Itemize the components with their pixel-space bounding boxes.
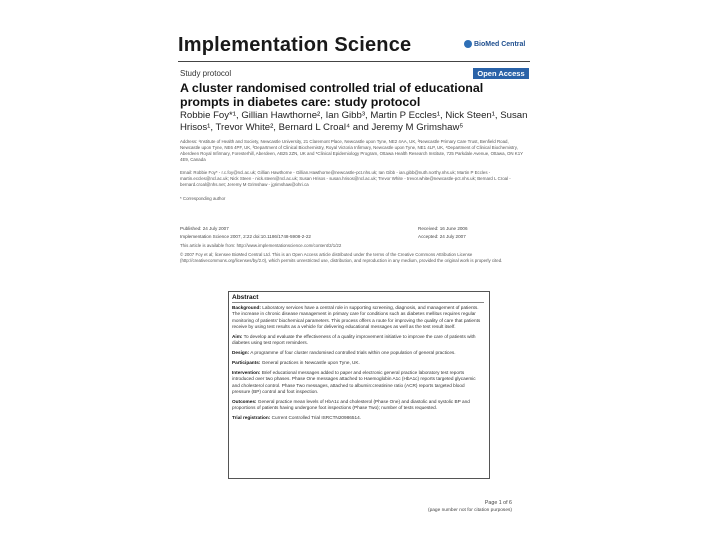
affiliations: Address: ¹Institute of Health and Society, Newcastle University, 21 Claremont Place, Newcastle upon Tyne, NE2 4AA, UK, ²Newcastle Primary Care Trust, Benfield Road, Newcastle upon Tyne, NE6 4PF, UK, ³Department of Clinical Biochemistry, Royal Victoria Infirmary, Newcastle upon Tyne, NE1 4LP, UK, ⁴Department of Clinical Biochemistry, Aberdeen Royal Infirmary, Foresterhill, Aberdeen, AB25 2ZN, UK and ⁵Clinical Epidemiology Program, Ottawa Health Research Institute, 725 Parkdale Avenue, Ottawa, ON K1Y 4E9, Canada — [180, 139, 523, 162]
corresponding-author-note: * Corresponding author — [180, 196, 226, 201]
author-list: Robbie Foy*¹, Gillian Hawthorne², Ian Gibb³, Martin P Eccles¹, Nick Steen¹, Susan Hrisos¹, Trevor White², Bernard L Croal⁴ and Jeremy M Grimshaw⁵ — [180, 110, 528, 133]
abstract-section — [232, 350, 484, 356]
copyright-notice: © 2007 Foy et al; licensee BioMed Central Ltd. This is an Open Access article distributed under the terms of the Creative Commons Attribution License (http://creativecommons.org/licenses/by/2.0), which permits unrestricted use, distribution, and reproduction in any medium, provided the original work is properly cited. — [180, 252, 503, 263]
abstract-section-text: To develop and evaluate the effectiveness of a quality improvement initiative to improve the care of patients with diabetes using test report reminders. — [232, 334, 476, 346]
abstract-section — [232, 415, 484, 421]
publisher-logo-icon — [464, 40, 472, 48]
open-access-badge: Open Access — [473, 68, 529, 79]
received-date: Received: 16 June 2006 — [418, 226, 468, 231]
abstract-section — [232, 360, 484, 366]
received-accepted — [418, 225, 468, 241]
abstract-section — [232, 399, 484, 412]
abstract-section-label: Background: — [232, 305, 261, 310]
journal-title: Implementation Science — [178, 34, 412, 56]
abstract-section-text: Current Controlled Trial ISRCTN20986514. — [271, 415, 361, 421]
article-title: A cluster randomised controlled trial of educational prompts in diabetes care: study protocol — [180, 81, 484, 109]
publication-info — [180, 225, 311, 241]
abstract-section-label: Outcomes: — [232, 398, 257, 404]
abstract-section-text: Brief educational messages added to paper and electronic general practice laboratory test reports introduced over two phases. Phase One messages attached to Haemoglobin A1c (HbA1c) reports targeted glycaemic and cholesterol control. Phase Two messages, attached to albumin:creatinine ratio (ACR) reports targeted blood pressure (BP) control and foot inspection. — [232, 369, 476, 395]
abstract-section — [232, 334, 484, 347]
header-divider — [178, 61, 530, 62]
article-type: Study protocol — [180, 69, 232, 78]
page-number: Page 1 of 6 — [484, 500, 512, 506]
abstract-heading: Abstract — [232, 294, 484, 303]
abstract-section-text: Laboratory services have a central role in supporting screening, diagnosis, and management of patients. The increase in chronic disease management in primary care for conditions such as diabetes mellitus requires regular monitoring of patients' biochemical parameters. This process offers a route for improving the quality of care that patients receive by using test results as a vehicle for delivering educational messages as well as the test result itself. — [232, 305, 481, 330]
abstract-section — [232, 305, 484, 331]
abstract-body — [232, 305, 484, 425]
abstract-section-label: Design: — [232, 350, 250, 356]
abstract-section-label: Aim: — [232, 334, 243, 340]
abstract-section-label: Trial registration: — [232, 415, 271, 421]
accepted-date: Accepted: 24 July 2007 — [418, 234, 466, 239]
abstract-section-text: A programme of four cluster randomised controlled trials within one population of general practices. — [250, 350, 456, 356]
article-url: This article is available from: http://www.implementationscience.com/content/2/1/22 — [180, 243, 342, 248]
abstract-section-text: General practices in Newcastle upon Tyne, UK. — [261, 360, 360, 366]
abstract-section-label: Participants: — [232, 360, 261, 366]
page-footer — [400, 500, 512, 514]
publisher-name: BioMed Central — [474, 40, 526, 48]
abstract-section-label: Intervention: — [232, 369, 261, 375]
author-emails: Email: Robbie Foy* - r.c.foy@ncl.ac.uk; Gillian Hawthorne - Gillian.Hawthorne@newcastle-pct.nhs.uk; Ian Gibb - ian.gibb@nuth.northy.nhs.uk; Martin P Eccles - martin.eccles@ncl.ac.uk; Nick Steen - nick.steen@ncl.ac.uk; Susan Hrisos - susan.hrisos@ncl.ac.uk; Trevor White - trevor.white@newcastle-pct.nhs.uk; Bernard L Croal - bernard.croal@nhs.net; Jeremy M Grimshaw - jgrimshaw@ohri.ca — [180, 170, 511, 187]
abstract-section-text: General practice mean levels of HbA1c and cholesterol (Phase One) and diastolic and systolic BP and proportions of patients having undergone foot inspections (Phase Two); number of tests requested. — [232, 398, 470, 411]
citation: Implementation Science 2007, 2:22 doi:10.1186/1748-5908-2-22 — [180, 234, 311, 239]
publisher-logo — [464, 40, 525, 48]
published-date: Published: 24 July 2007 — [180, 226, 229, 231]
abstract-section — [232, 370, 484, 396]
page-number-note: (page number not for citation purposes) — [428, 508, 512, 513]
